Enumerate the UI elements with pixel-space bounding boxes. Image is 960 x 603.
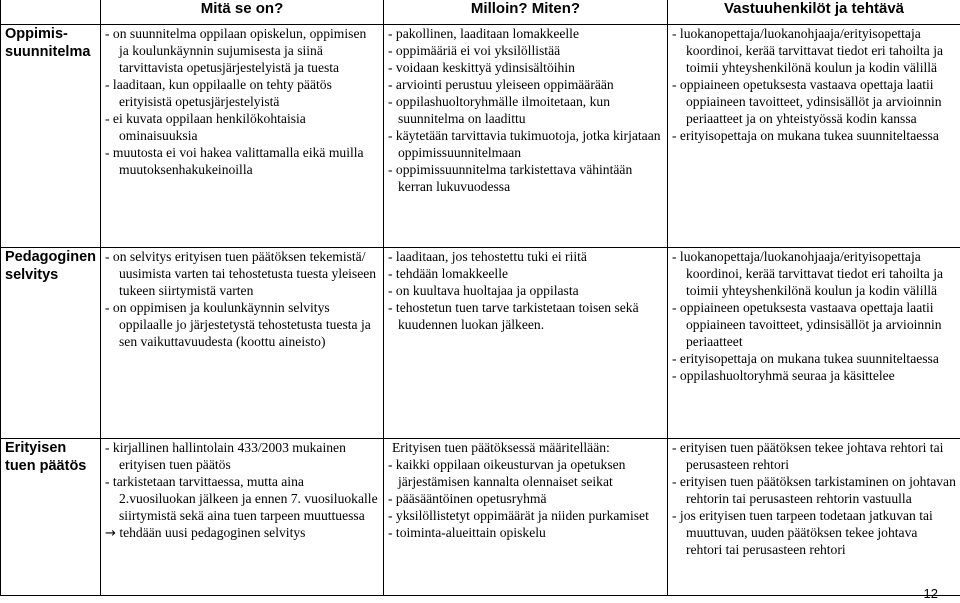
when-cell xyxy=(384,25,668,248)
list-item: - yksilöllistetyt oppimäärät ja niiden purkamiset xyxy=(388,508,649,523)
table-row xyxy=(1,25,960,248)
who-cell xyxy=(668,25,960,248)
list-item: - on selvitys erityisen tuen päätöksen tekemistä/ uusimista varten tai tehostetusta tuesta yleiseen tukeen siirtymistä varten xyxy=(105,249,377,298)
list-item: - erityisen tuen päätöksen tekee johtava rehtori tai perusasteen rehtori xyxy=(672,440,944,472)
header-when-how: Milloin? Miten? xyxy=(384,0,668,25)
list-item: - kaikki oppilaan oikeusturvan ja opetuksen järjestämisen kannalta olennaiset seikat xyxy=(388,457,626,489)
when-intro: Erityisen tuen päätöksessä määritellään: xyxy=(392,440,610,455)
list-item: - erityisopettaja on mukana tukea suunniteltaessa xyxy=(672,128,939,143)
list-item: - kirjallinen hallintolain 433/2003 mukainen erityisen tuen päätös xyxy=(105,440,346,472)
when-cell xyxy=(384,439,668,596)
list-item: - voidaan keskittyä ydinsisältöihin xyxy=(388,60,575,75)
list-item: - ei kuvata oppilaan henkilökohtaisia ominaisuuksia xyxy=(105,111,306,143)
list-item: - pääsääntöinen opetusryhmä xyxy=(388,491,547,506)
list-item: - laaditaan, jos tehostettu tuki ei riitä xyxy=(388,249,587,264)
header-what: Mitä se on? xyxy=(101,0,384,25)
list-item: - on kuultava huoltajaa ja oppilasta xyxy=(388,283,579,298)
who-cell xyxy=(668,248,960,439)
list-item: - jos erityisen tuen tarpeen todetaan jatkuvan tai muuttuvan, uuden päätöksen tekee johtava rehtori tai perusasteen rehtori xyxy=(672,508,933,557)
list-item: - luokanopettaja/luokanohjaaja/erityisopettaja koordinoi, kerää tarvittavat tiedot eri tahoilta ja toimii yhteyshenkilönä koulun ja kodin välillä xyxy=(672,26,944,75)
list-item: - oppiaineen opetuksesta vastaava opettaja laatii oppiaineen tavoitteet, ydinsisällöt ja arvioinnin periaatteet xyxy=(672,300,942,349)
header-responsible: Vastuuhenkilöt ja tehtävä xyxy=(668,0,960,25)
list-item: - pakollinen, laaditaan lomakkeelle xyxy=(388,26,579,41)
list-item: - oppilashuoltoryhmälle ilmoitetaan, kun suunnitelma on laadittu xyxy=(388,94,610,126)
list-item: - oppilashuoltoryhmä seuraa ja käsittelee xyxy=(672,368,895,383)
what-cell xyxy=(101,439,384,596)
list-item: - arviointi perustuu yleiseen oppimäärään xyxy=(388,77,614,92)
list-item: - käytetään tarvittavia tukimuotoja, jotka kirjataan oppimissuunnitelmaan xyxy=(388,128,661,160)
row-title: Erityisen tuen päätös xyxy=(1,439,101,596)
list-item: - tehdään lomakkeelle xyxy=(388,266,509,281)
list-item xyxy=(105,524,379,542)
list-item: - oppimääriä ei voi yksilöllistää xyxy=(388,43,561,58)
page-number: 12 xyxy=(923,586,938,601)
row-title: Pedagoginen selvitys xyxy=(1,248,101,439)
list-item: - erityisen tuen päätöksen tarkistaminen on johtavan rehtorin tai perusasteen rehtorin vastuulla xyxy=(672,474,956,506)
when-cell xyxy=(384,248,668,439)
arrow-right-icon: → xyxy=(105,526,116,541)
header-blank xyxy=(1,0,101,25)
row-title: Oppimis-suunnitelma xyxy=(1,25,101,248)
arrow-text: tehdään uusi pedagoginen selvitys xyxy=(119,525,306,540)
list-item: - luokanopettaja/luokanohjaaja/erityisopettaja koordinoi, kerää tarvittavat tiedot eri tahoilta ja toimii yhteyshenkilönä koulun ja kodin välillä xyxy=(672,249,944,298)
table-row xyxy=(1,248,960,439)
list-item: - oppimissuunnitelma tarkistettava vähintään kerran lukuvuodessa xyxy=(388,162,633,194)
list-item: - tarkistetaan tarvittaessa, mutta aina 2.vuosiluokan jälkeen ja ennen 7. vuosiluokalle siirtymistä sekä aina tuen tarpeen muuttuessa xyxy=(105,474,378,523)
list-item: - on suunnitelma oppilaan opiskelun, oppimisen ja koulunkäynnin sujumisesta ja siinä tarvittavista opetusjärjestelyistä ja tuesta xyxy=(105,26,367,75)
who-cell xyxy=(668,439,960,596)
table-row xyxy=(1,439,960,596)
list-item: - laaditaan, kun oppilaalle on tehty päätös erityisistä opetusjärjestelyistä xyxy=(105,77,332,109)
list-item: - on oppimisen ja koulunkäynnin selvitys oppilaalle jo järjestetystä tehostetusta tuesta ja sen vaikuttavuudesta (koottu aineisto) xyxy=(105,300,371,349)
what-cell xyxy=(101,25,384,248)
header-row xyxy=(1,0,960,25)
list-item: - oppiaineen opetuksesta vastaava opettaja laatii oppiaineen tavoitteet, ydinsisällöt ja arvioinnin periaatteet ja on yhteistyössä kodin kanssa xyxy=(672,77,942,126)
list-item: - tehostetun tuen tarve tarkistetaan toisen sekä kuudennen luokan jälkeen. xyxy=(388,300,639,332)
what-cell xyxy=(101,248,384,439)
list-item: - muutosta ei voi hakea valittamalla eikä muilla muutoksenhakukeinoilla xyxy=(105,145,364,177)
list-item: - erityisopettaja on mukana tukea suunniteltaessa xyxy=(672,351,939,366)
list-item: - toiminta-alueittain opiskelu xyxy=(388,525,546,540)
